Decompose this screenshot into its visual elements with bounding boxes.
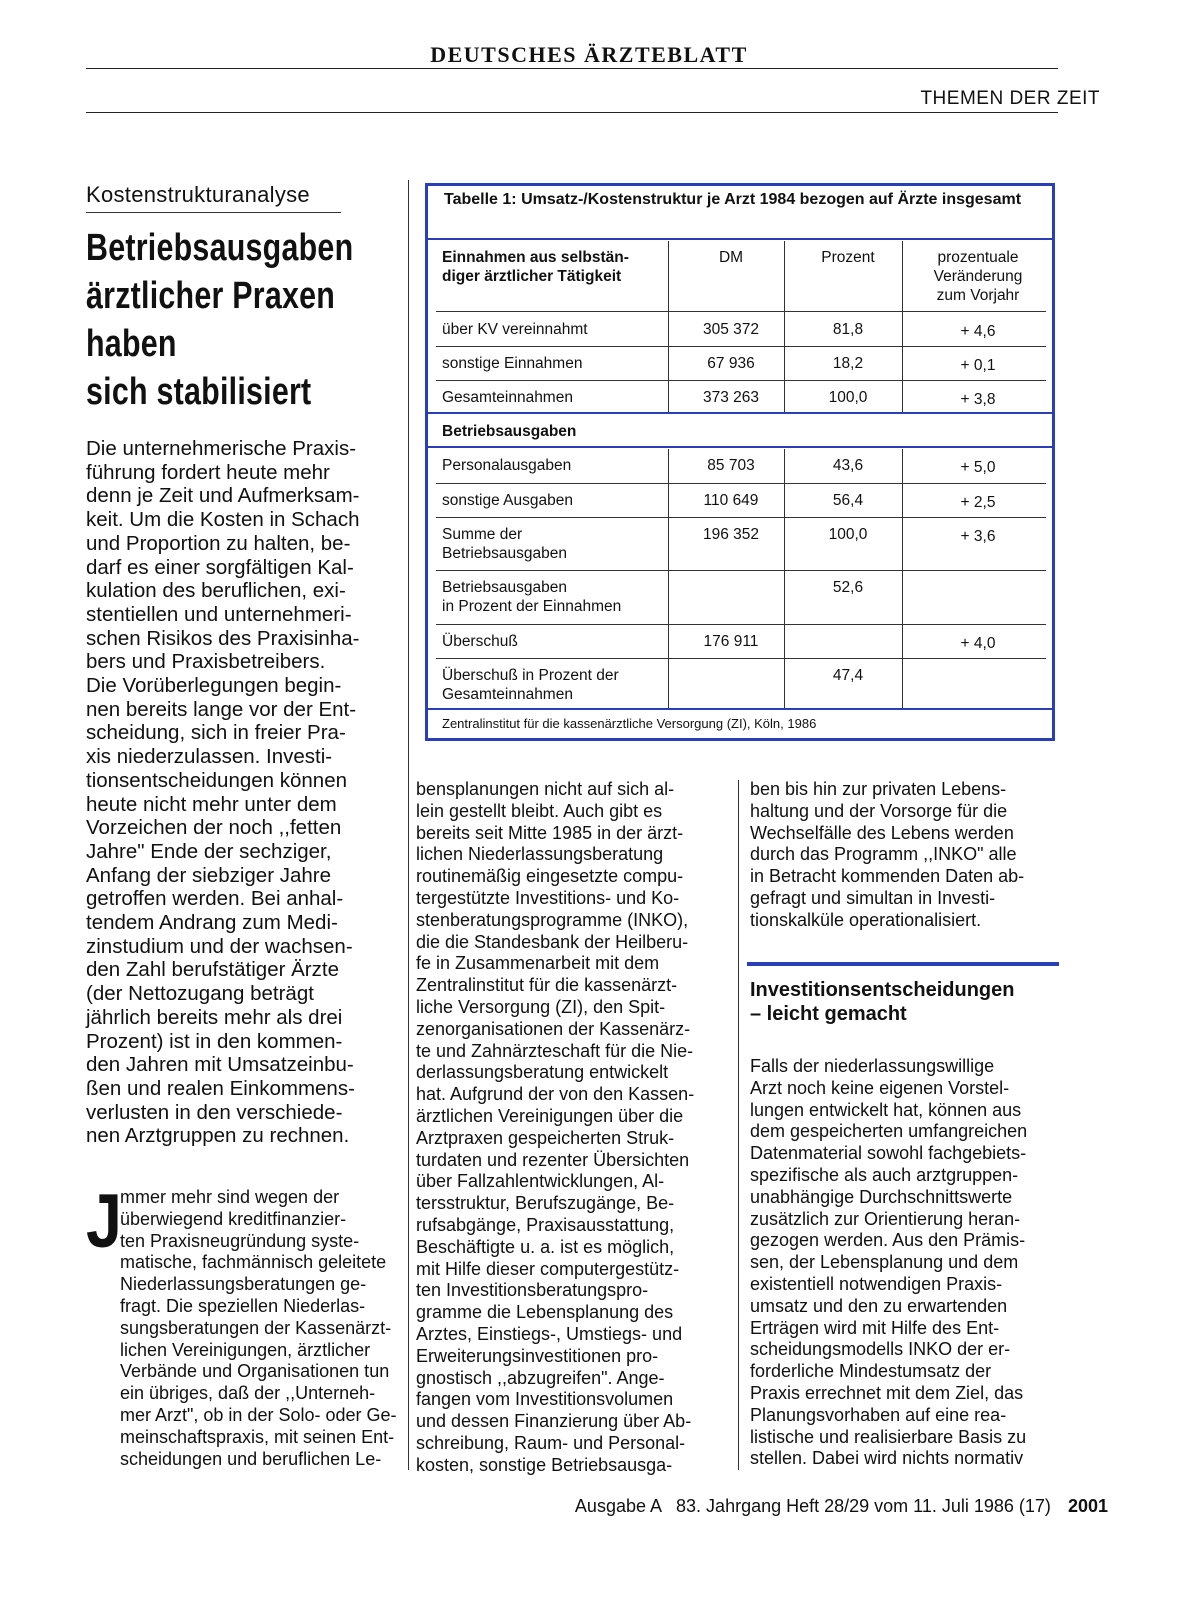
text-line: tendem Andrang zum Medi- [86, 911, 338, 935]
text-line: fangen vom Investitionsvolumen [416, 1389, 674, 1410]
text-line: ten Praxisneugründung syste- [120, 1230, 360, 1251]
text-line: tersstruktur, Berufszugänge, Be- [416, 1193, 675, 1214]
text-line: verlusten in den verschiede- [86, 1100, 343, 1124]
table-cell: Personalausgaben [442, 457, 572, 474]
text-line: bensplanungen nicht auf sich al- [416, 779, 675, 799]
text-line: tergestützte Investitions- und Ko- [416, 887, 680, 908]
text-line: haltung und der Vorsorge für die [750, 800, 1008, 821]
table-cell: prozentuale Veränderung zum Vorjahr [933, 249, 1023, 304]
text-line: Arzt noch keine eigenen Vorstel- [750, 1077, 1010, 1098]
body-column-3-top [750, 779, 1057, 932]
text-line: fe in Zusammenarbeit mit dem [416, 953, 660, 974]
text-line: getroffen werden. Bei anhal- [86, 887, 344, 911]
text-line: forderliche Mindestumsatz der [750, 1361, 992, 1382]
text-line: mer Arzt", ob in der Solo- oder Ge- [120, 1404, 397, 1425]
table-cell: DM [718, 249, 744, 266]
text-line: führung fordert heute mehr [86, 460, 330, 484]
masthead-rule [86, 68, 1058, 69]
text-line: dem gespeicherten umfangreichen [750, 1121, 1028, 1142]
text-line: Niederlassungsberatungen ge- [120, 1274, 367, 1295]
text-line: matische, fachmännisch geleitete [120, 1252, 387, 1273]
text-line: gefragt und simultan in Investi- [750, 887, 996, 908]
table-row-divider [436, 483, 1046, 484]
table-cell: 18,2 [832, 355, 864, 372]
text-line: mit Hilfe dieser computergestütz- [416, 1258, 680, 1279]
text-line: derlassungsberatung entwickelt [416, 1062, 669, 1083]
table-title: Tabelle 1: Umsatz-/Kostenstruktur je Arzt 1984 bezogen auf Ärzte insgesamt [444, 191, 1022, 208]
table-cell: 373 263 [702, 389, 760, 406]
text-line: listische und realisierbare Basis zu [750, 1426, 1027, 1447]
body-column-2 [416, 779, 723, 1477]
headline-line: haben [86, 323, 177, 365]
section-label: THEMEN DER ZEIT [920, 88, 1100, 109]
table-cell: Überschuß [442, 633, 518, 650]
table-cell: + 0,1 [960, 357, 996, 374]
text-line: gnostisch ,,abzugreifen". Ange- [416, 1367, 665, 1388]
column-rule [408, 180, 409, 1470]
text-line: Planungsvorhaben auf eine rea- [750, 1404, 1007, 1425]
table-cell: + 2,5 [960, 494, 996, 511]
text-line: Jahre" Ende der sechziger, [86, 839, 332, 863]
text-line: te und Zahnärzteschaft für die Nie- [416, 1040, 694, 1061]
text-line: in Betracht kommenden Daten ab- [750, 866, 1025, 887]
table-cell: Einnahmen aus selbstän- diger ärztlicher Tätigkeit [442, 249, 629, 285]
text-line: den Zahl berufstätiger Ärzte [86, 958, 339, 982]
text-line: mmer mehr sind wegen der [120, 1187, 340, 1207]
table-cell: 85 703 [707, 457, 755, 474]
text-line: umsatz und den zu erwartenden [750, 1295, 1008, 1316]
table-cell: sonstige Ausgaben [442, 492, 573, 509]
text-line: kosten, sonstige Betriebsausga- [416, 1454, 673, 1475]
text-line: lungen entwickelt hat, können aus [750, 1099, 1022, 1120]
text-line: fragt. Die speziellen Niederlas- [120, 1295, 366, 1316]
text-line: und Proportion zu halten, be- [86, 531, 351, 555]
text-line: darf es einer sorgfältigen Kal- [86, 555, 354, 579]
text-line: xis niederzulassen. Investi- [86, 745, 333, 769]
text-line: sungsberatungen der Kassenärzt- [120, 1317, 392, 1338]
kicker: Kostenstrukturanalyse [86, 182, 310, 207]
text-line: denn je Zeit und Aufmerksam- [86, 484, 360, 508]
table-row-divider [436, 624, 1046, 625]
text-line: stenberatungsprogramme (INKO), [416, 909, 689, 930]
table-rule [428, 412, 1052, 414]
table-cell: über KV vereinnahmt [442, 321, 588, 338]
subhead-rule [747, 962, 1059, 966]
text-line: jährlich bereits mehr als drei [86, 1005, 343, 1029]
table-cell: Betriebsausgaben in Prozent der Einnahmen [442, 579, 622, 615]
table-cell: + 4,6 [960, 323, 996, 340]
text-line: zinstudium und der wachsen- [86, 934, 353, 958]
text-line: bers und Praxisbetreibers. [86, 650, 326, 674]
text-line: meinschaftspraxis, mit seinen Ent- [120, 1426, 395, 1447]
text-line: Verbände und Organisationen tun [120, 1361, 390, 1382]
text-line: nen bereits lange vor der Ent- [86, 697, 357, 721]
table-cell: Summe der Betriebsausgaben [442, 526, 567, 562]
table-rule [428, 238, 1052, 240]
text-line: lein gestellt bleibt. Auch gibt es [416, 800, 663, 821]
table-cell: 176 911 [703, 633, 759, 650]
text-line: kulation des beruflichen, exi- [86, 579, 346, 603]
table-divider [902, 449, 903, 708]
kicker-underline [86, 212, 341, 213]
footer-volume: 83. Jahrgang Heft 28/29 vom 11. Juli 1986 (17) [676, 1496, 1051, 1516]
table-cell: Überschuß in Prozent der Gesamteinnahmen [442, 667, 619, 703]
text-line: nen Arztgruppen zu rechnen. [86, 1124, 350, 1148]
text-line: die die Standesbank der Heilberu- [416, 931, 689, 952]
text-line: heute nicht mehr unter dem [86, 792, 337, 816]
table-cell: 67 936 [707, 355, 755, 372]
table-cell: 47,4 [832, 667, 864, 684]
text-line: liche Versorgung (ZI), den Spit- [416, 996, 666, 1017]
text-line: und dessen Finanzierung über Ab- [416, 1411, 692, 1432]
text-line: schreibung, Raum- und Personal- [416, 1432, 686, 1453]
page-number: 2001 [1067, 1496, 1108, 1516]
text-line: unabhängige Durchschnittswerte [750, 1186, 1013, 1207]
table-cell: sonstige Einnahmen [442, 355, 583, 372]
text-line: Praxis errechnet mit dem Ziel, das [750, 1382, 1024, 1403]
text-line: zenorganisationen der Kassenärz- [416, 1018, 691, 1039]
text-line: scheidung, sich in freier Pra- [86, 721, 346, 745]
text-line: sen, der Lebensplanung und dem [750, 1252, 1019, 1273]
headline-line: ärztlicher Praxen [86, 275, 336, 317]
drop-cap: J [86, 1179, 122, 1264]
header-rule [86, 112, 1058, 113]
text-line: ben bis hin zur privaten Lebens- [750, 779, 1007, 799]
text-line: Zentralinstitut für die kassenärzt- [416, 975, 678, 996]
text-line: stellen. Dabei wird nichts normativ [750, 1448, 1024, 1469]
footer [575, 1496, 1108, 1517]
text-line: gramme die Lebensplanung des [416, 1302, 674, 1323]
table-rule [428, 446, 1052, 448]
table-cell: + 4,0 [960, 635, 996, 652]
table-cell: 43,6 [832, 457, 864, 474]
column-rule [738, 780, 739, 1470]
table-cell: 100,0 [828, 526, 868, 543]
footer-issue: Ausgabe A [574, 1496, 662, 1516]
text-line: Anfang der siebziger Jahre [86, 863, 332, 887]
text-line: schen Risikos des Praxisinha- [86, 626, 360, 650]
table-cell: 81,8 [832, 321, 864, 338]
text-line: tionskalküle operationalisiert. [750, 909, 982, 930]
text-line: über Fallzahlentwicklungen, Al- [416, 1171, 665, 1192]
table-cell: 110 649 [703, 492, 759, 509]
headline [86, 224, 354, 416]
table-cell: 305 372 [702, 321, 760, 338]
text-line: lichen Niederlassungsberatung [416, 844, 664, 865]
table-cell: Betriebsausgaben [442, 423, 577, 440]
table-row-divider [436, 517, 1046, 518]
body-column-1 [120, 1187, 397, 1470]
text-line: Beschäftigte u. a. ist es möglich, [416, 1236, 675, 1257]
text-line: durch das Programm ,,INKO" alle [750, 844, 1017, 865]
data-table [425, 183, 1055, 741]
text-line: stentiellen und unternehmeri- [86, 602, 352, 626]
table-cell: 56,4 [832, 492, 864, 509]
headline-line: Betriebsausgaben [86, 227, 354, 269]
text-line: Die unternehmerische Praxis- [86, 437, 357, 460]
text-line: Erträgen wird mit Hilfe des Ent- [750, 1317, 1000, 1338]
text-line: Arztes, Einstiegs-, Umstiegs- und [416, 1323, 683, 1344]
body-column-3 [750, 1056, 1057, 1470]
text-line: Erweiterungsinvestitionen pro- [416, 1345, 659, 1366]
text-line: spezifische als auch arztgruppen- [750, 1164, 1019, 1185]
text-line: existentiell notwendigen Praxis- [750, 1273, 1003, 1294]
text-line: scheidungen und beruflichen Le- [120, 1448, 382, 1469]
table-cell: + 3,8 [960, 391, 996, 408]
subhead-line: – leicht gemacht [750, 1003, 907, 1025]
text-line: Falls der niederlassungswillige [750, 1056, 995, 1076]
text-line: scheidungsmodells INKO der er- [750, 1339, 1011, 1360]
table-divider [668, 449, 669, 708]
text-line: Die Vorüberlegungen begin- [86, 674, 342, 698]
masthead: DEUTSCHES ÄRZTEBLATT [430, 42, 748, 67]
table-cell: + 3,6 [960, 528, 996, 545]
table-cell: Gesamteinnahmen [442, 389, 573, 406]
table-cell: 52,6 [832, 579, 864, 596]
table-divider [784, 449, 785, 708]
text-line: routinemäßig eingesetzte compu- [416, 866, 684, 887]
table-rule [428, 708, 1052, 710]
headline-line: sich stabilisiert [86, 371, 312, 413]
text-line: (der Nettozugang beträgt [86, 982, 314, 1006]
lead-paragraph [86, 437, 392, 1148]
text-line: gezogen werden. Aus den Prämis- [750, 1230, 1026, 1251]
text-line: den Jahren mit Umsatzeinbu- [86, 1053, 354, 1077]
text-line: tionsentscheidungen können [86, 768, 348, 792]
table-cell: 100,0 [828, 389, 868, 406]
text-line: hat. Aufgrund der von den Kassen- [416, 1084, 695, 1105]
table-row-divider [436, 311, 1046, 312]
text-line: ein übriges, daß der ,,Unterneh- [120, 1383, 376, 1404]
text-line: rufsabgänge, Praxisausstattung, [416, 1214, 675, 1235]
table-source: Zentralinstitut für die kassenärztliche Versorgung (ZI), Köln, 1986 [442, 716, 817, 731]
table-cell: Prozent [821, 249, 875, 266]
text-line: keit. Um die Kosten in Schach [86, 508, 360, 532]
text-line: überwiegend kreditfinanzier- [120, 1208, 347, 1229]
table-row-divider [436, 658, 1046, 659]
subhead [750, 978, 1060, 1026]
text-line: Datenmaterial sowohl fachgebiets- [750, 1143, 1027, 1164]
text-line: bereits seit Mitte 1985 in der ärzt- [416, 822, 684, 843]
table-cell: 196 352 [702, 526, 760, 543]
text-line: Wechselfälle des Lebens werden [750, 822, 1014, 843]
text-line: lichen Vereinigungen, ärztlicher [120, 1339, 371, 1360]
table-cell: + 5,0 [960, 459, 996, 476]
text-line: Vorzeichen der noch ,,fetten [86, 816, 342, 840]
text-line: ten Investitionsberatungspro- [416, 1280, 649, 1301]
text-line: zusätzlich zur Orientierung heran- [750, 1208, 1021, 1229]
text-line: ßen und realen Einkommens- [86, 1076, 355, 1100]
text-line: Prozent) ist in den kommen- [86, 1029, 343, 1053]
table-row-divider [436, 570, 1046, 571]
table-row-divider [436, 380, 1046, 381]
text-line: ärztlichen Vereinigungen über die [416, 1105, 684, 1126]
text-line: Arztpraxen gespeicherten Struk- [416, 1127, 675, 1148]
subhead-line: Investitionsentscheidungen [750, 979, 1015, 1001]
table-row-divider [436, 346, 1046, 347]
text-line: turdaten und rezenter Übersichten [416, 1149, 690, 1170]
